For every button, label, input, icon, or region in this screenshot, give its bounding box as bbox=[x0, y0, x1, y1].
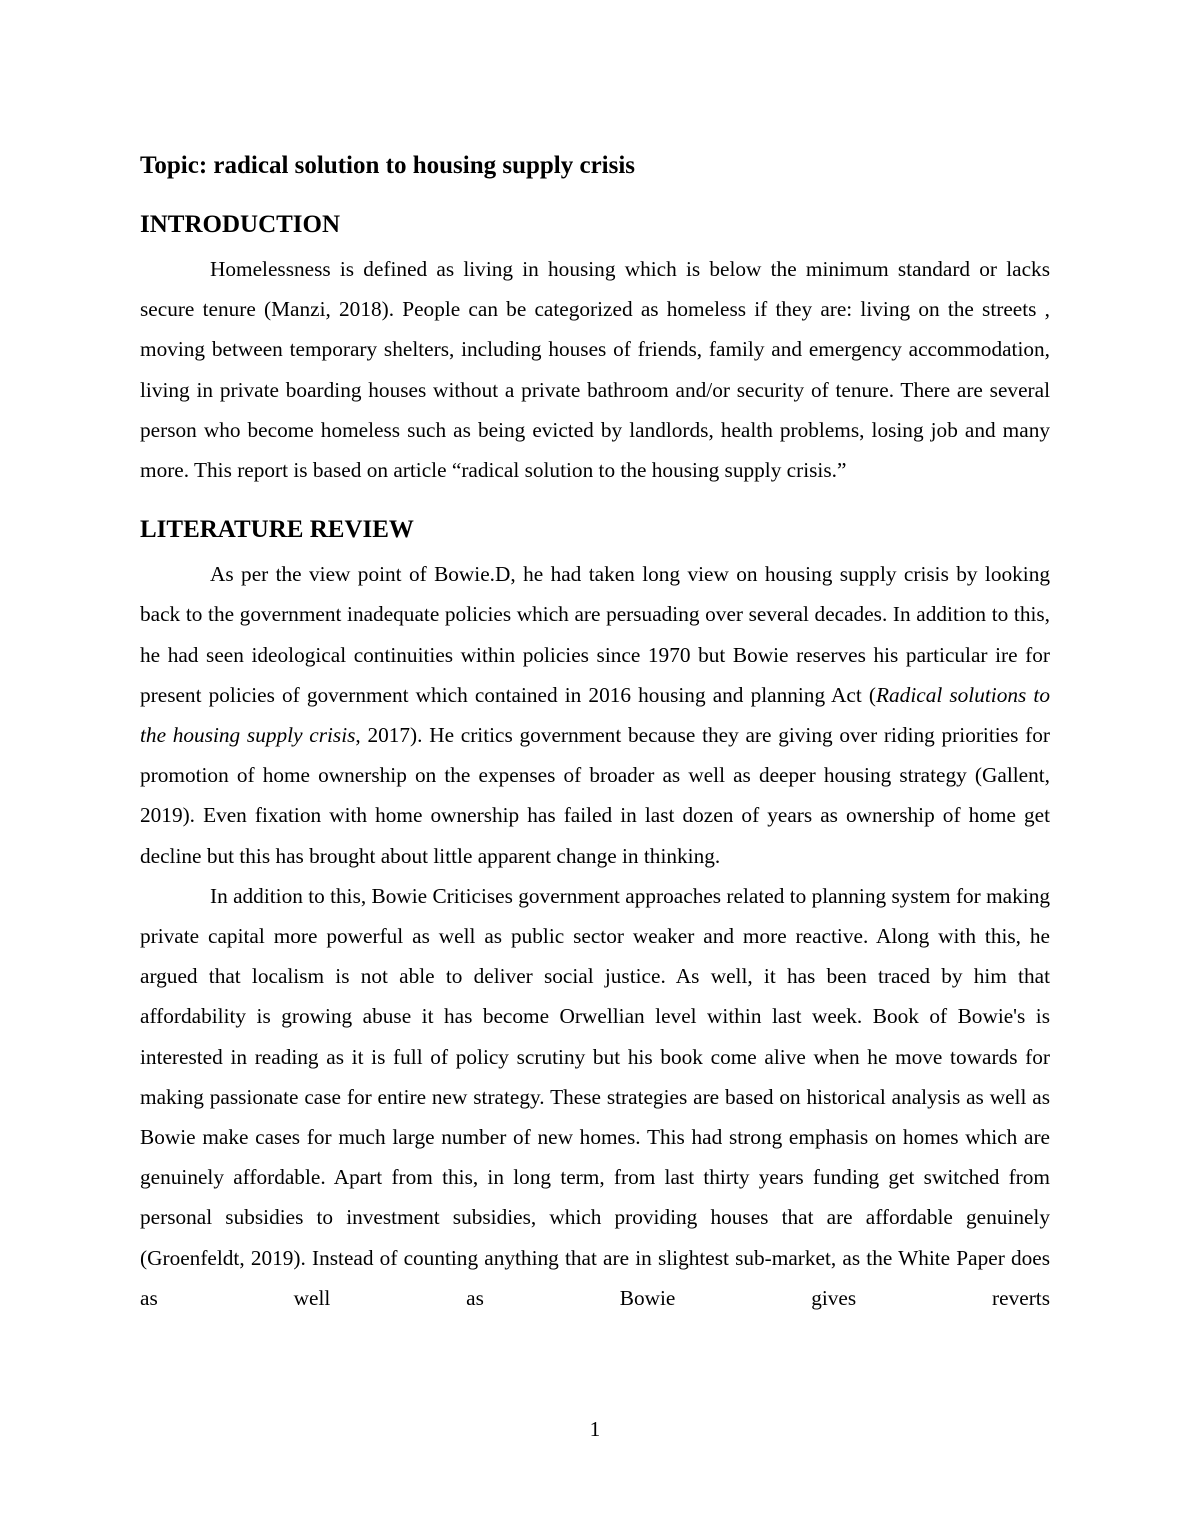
article-title-italic: Radical solutions to the housing supply crisis bbox=[140, 682, 1050, 748]
literature-review-paragraph-2: In addition to this, Bowie Criticises government approaches related to planning system for making private capital more powerful as well as public sector weaker and more reactive. Along with this, he argued that localism is not able to deliver social justice. As well, it has been traced by him that affordability is growing abuse it has become Orwellian level within last week. Book of Bowie's is interested in reading as it is full of policy scrutiny but his book come alive when he move towards for making passionate case for entire new strategy. These strategies are based on historical analysis as well as Bowie make cases for much large number of new homes. This had strong emphasis on homes which are genuinely affordable. Apart from this, in long term, from last thirty years funding get switched from personal subsidies to investment subsidies, which providing houses that are affordable genuinely (Groenfeldt, 2019). Instead of counting anything that are in slightest sub-market, as the White Paper does as well as Bowie gives reverts bbox=[140, 883, 1050, 1310]
paragraph-text-before-title: As per the view point of Bowie.D, he had taken long view on housing supply crisis by looking back to the government inadequate policies which are persuading over several decades. In addition to this, he had seen ideological continuities within policies since 1970 but Bowie reserves his particular ire for present policies of government which contained in 2016 housing and planning Act ( bbox=[140, 562, 1050, 707]
literature-review-heading: LITERATURE REVIEW bbox=[140, 516, 414, 544]
introduction-heading: INTRODUCTION bbox=[140, 211, 341, 238]
paragraph-text-after-title: , 2017). He critics government because they are giving over riding priorities for promotion of home ownership on the expenses of broader as well as deeper housing strategy (Gallent, 2019). Even fixation with home ownership has failed in last dozen of years as ownership of home get decline but this has brought about little apparent change in thinking. bbox=[140, 723, 1050, 868]
introduction-paragraph: Homelessness is defined as living in housing which is below the minimum standard or lacks secure tenure (Manzi, 2018). People can be categorized as homeless if they are: living on the streets , moving between temporary shelters, including houses of friends, family and emergency accommodation, living in private boarding houses without a private bathroom and/or security of tenure. There are several person who become homeless such as being evicted by landlords, health problems, losing job and many more. This report is based on article “radical solution to the housing supply crisis.” bbox=[140, 257, 1050, 483]
literature-review-paragraph-1 bbox=[140, 554, 1050, 876]
page-content bbox=[140, 146, 1050, 1318]
page-title: Topic: radical solution to housing supply crisis bbox=[140, 152, 636, 179]
page-number: 1 bbox=[589, 1417, 601, 1441]
